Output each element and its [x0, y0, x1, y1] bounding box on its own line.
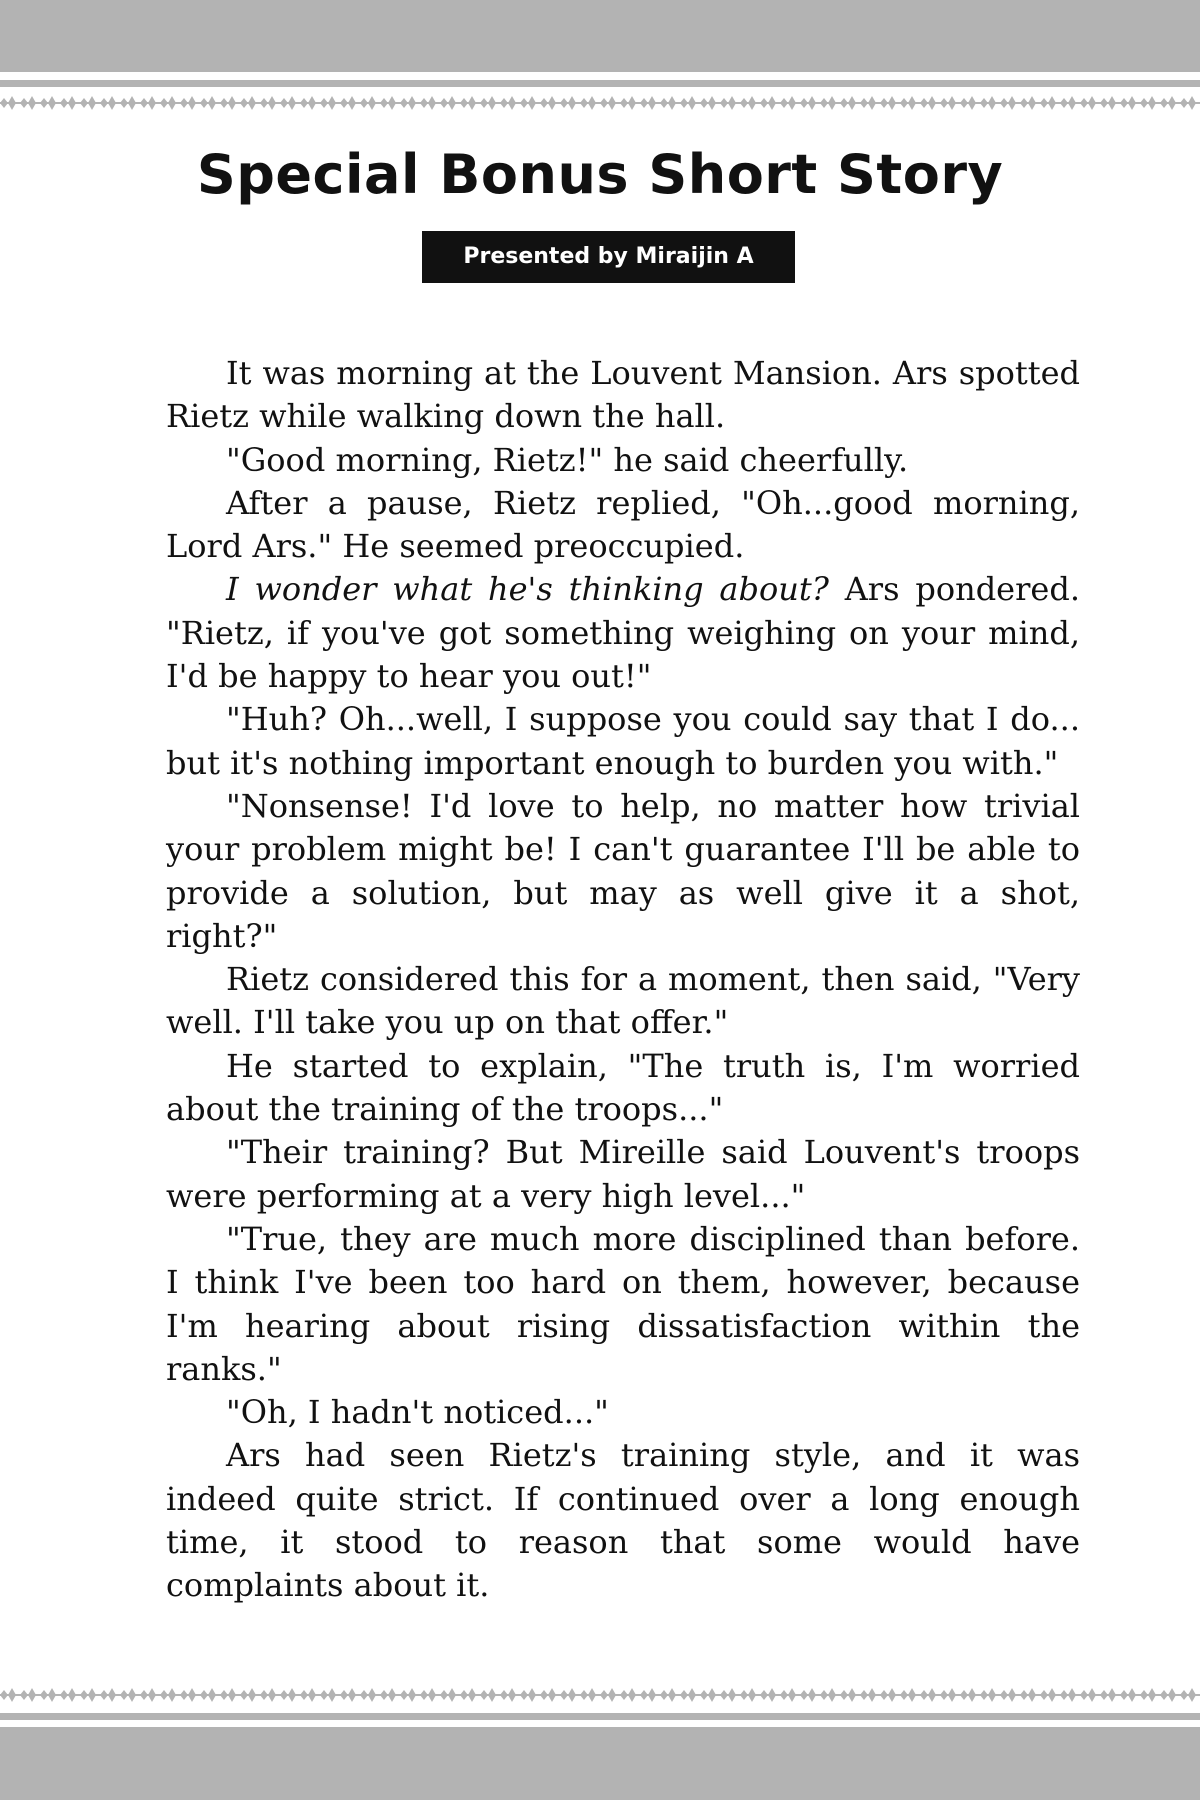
bottom-thin-rule — [0, 1713, 1200, 1720]
story-body — [166, 352, 1080, 1608]
story-paragraph: He started to explain, "The truth is, I'm worried about the training of the troops..." — [166, 1046, 1080, 1129]
bottom-ornamental-border — [0, 1685, 1200, 1705]
story-paragraph: Rietz considered this for a moment, then said, "Very well. I'll take you up on that offer." — [166, 960, 1080, 1042]
author-byline: Presented by Miraijin A — [422, 231, 795, 283]
story-paragraph — [166, 568, 1080, 698]
story-paragraph: "Nonsense! I'd love to help, no matter how trivial your problem might be! I can't guarantee I'll be able to provide a solution, but may as well give it a shot, right?" — [166, 786, 1080, 955]
story-paragraph: "True, they are much more disciplined than before. I think I've been too hard on them, however, because I'm hearing about rising dissatisfaction within the ranks." — [166, 1219, 1080, 1388]
top-ornamental-border — [0, 93, 1200, 113]
italic-thought: I wonder what he's thinking about? — [226, 570, 829, 609]
story-paragraph: "Huh? Oh...well, I suppose you could say that I do... but it's nothing important enough to burden you with." — [166, 700, 1080, 782]
story-paragraph: Ars had seen Rietz's training style, and it was indeed quite strict. If continued over a long enough time, it stood to reason that some would have complaints about it. — [166, 1436, 1080, 1605]
page-title: Special Bonus Short Story — [196, 143, 1004, 206]
bottom-gray-band — [0, 1727, 1200, 1800]
story-paragraph: "Good morning, Rietz!" he said cheerfully. — [226, 440, 909, 479]
top-thin-rule — [0, 80, 1200, 87]
top-gray-band — [0, 0, 1200, 72]
story-paragraph: It was morning at the Louvent Mansion. Ars spotted Rietz while walking down the hall. — [166, 354, 1080, 436]
story-paragraph: "Their training? But Mireille said Louvent's troops were performing at a very high level..." — [166, 1133, 1080, 1215]
story-paragraph-continuation: Ars pondered. "Rietz, if you've got something weighing on your mind, I'd be happy to hear you out!" — [166, 570, 1080, 696]
story-paragraph: "Oh, I hadn't noticed..." — [226, 1393, 609, 1432]
story-paragraph: After a pause, Rietz replied, "Oh...good morning, Lord Ars." He seemed preoccupied. — [166, 483, 1080, 566]
